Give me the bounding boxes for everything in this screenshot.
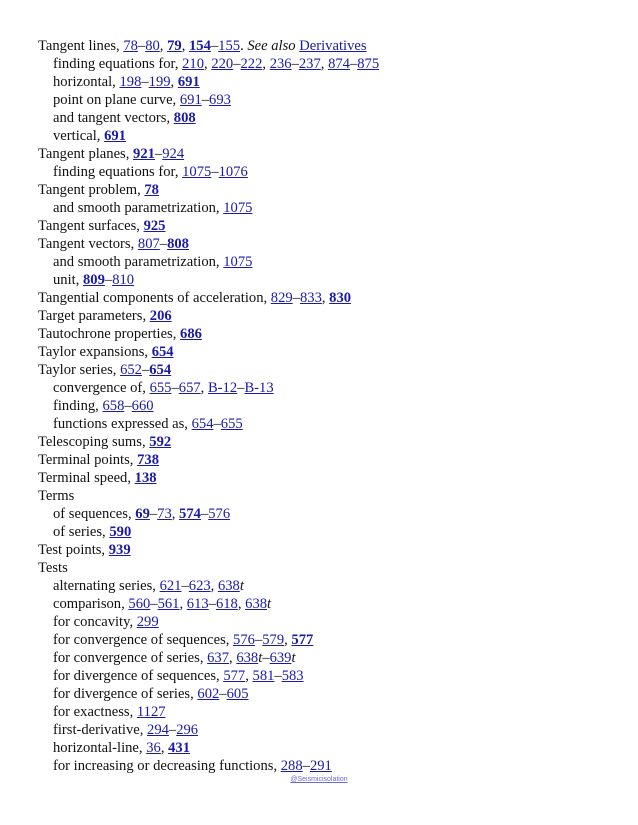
index-term: for divergence of series, [53,686,198,702]
index-subentry [38,127,628,145]
index-heading [38,487,628,505]
index-text: – [149,506,158,522]
page-ref-link[interactable]: 592 [149,434,172,450]
page-ref-link[interactable]: B-13 [244,380,274,396]
page-ref-link[interactable]: 654 [151,344,174,360]
page-ref-link[interactable]: 577 [223,668,246,684]
page-ref-link[interactable]: 807 [137,236,160,252]
index-text: , [321,290,330,306]
index-subentry [38,631,628,649]
page-ref-link[interactable]: 237 [298,56,321,72]
index-text: – [254,632,263,648]
page-ref-link[interactable]: 294 [147,722,169,738]
page-ref-link[interactable]: 1076 [218,164,248,180]
index-heading [38,559,628,577]
index-subentry [38,667,628,685]
index-term: Tangent surfaces, [38,218,144,234]
index-text: – [201,92,210,108]
page-ref-link[interactable]: 638 [217,578,240,594]
index-subentry [38,73,628,91]
index-text: , [181,38,189,54]
page-ref-link[interactable]: 637 [207,650,230,666]
index-text: , [320,56,329,72]
index-heading [38,325,628,343]
page-ref-link[interactable]: 561 [157,596,180,612]
page-ref-link[interactable]: 939 [108,542,131,558]
page-ref-link[interactable]: 73 [157,506,172,522]
page-ref-link[interactable]: 560 [128,596,151,612]
page-ref-link[interactable]: 288 [280,758,303,774]
index-term: Terminal speed, [38,470,135,486]
page-ref-link[interactable]: 875 [357,56,380,72]
page-ref-link[interactable]: 691 [177,74,200,90]
index-subentry [38,739,628,757]
page-ref-link[interactable]: 574 [179,506,201,522]
index-text: t [291,650,296,666]
index-heading [38,433,628,451]
page-ref-link[interactable]: 657 [178,380,201,396]
index-term: alternating series, [53,578,160,594]
index-term: Target parameters, [38,308,150,324]
page-ref-link[interactable]: 605 [226,686,249,702]
page-ref-link[interactable]: 925 [143,218,166,234]
index-text: – [171,380,179,396]
page-ref-link[interactable]: 658 [102,398,125,414]
index-text: – [211,164,219,180]
index-text: t [267,596,272,612]
page-ref-link[interactable]: 155 [218,38,241,54]
page-ref-link[interactable]: 638 [236,650,259,666]
page-ref-link[interactable]: 36 [146,740,161,756]
page-ref-link[interactable]: 296 [176,722,199,738]
index-text: , [171,506,180,522]
index-subentry [38,415,628,433]
page-ref-link[interactable]: 655 [149,380,172,396]
index-term: Taylor expansions, [38,344,152,360]
page-ref-link[interactable]: 299 [136,614,159,630]
index-text: – [349,56,358,72]
index-text: , [170,74,178,90]
index-text: – [219,686,227,702]
page-ref-link[interactable]: 236 [269,56,292,72]
page-ref-link[interactable]: 80 [145,38,160,54]
index-text: – [150,596,158,612]
index-term: and smooth parametrization, [53,200,224,216]
index-heading [38,37,628,55]
page-ref-link[interactable]: 691 [179,92,202,108]
index-subentry [38,757,628,775]
page-ref-link[interactable]: 199 [148,74,171,90]
page-ref-link[interactable]: 652 [120,362,142,378]
index-heading [38,343,628,361]
index-text: – [233,56,241,72]
page-ref-link[interactable]: 1075 [223,254,253,270]
index-subentry [38,253,628,271]
index-subentry [38,577,628,595]
index-subentry [38,595,628,613]
page-ref-link[interactable]: 78 [123,38,138,54]
index-heading [38,451,628,469]
page-ref-link[interactable]: 431 [168,740,190,756]
index-heading [38,361,628,379]
index-term: Telescoping sums, [38,434,150,450]
page-ref-link[interactable]: 198 [119,74,142,90]
index-term: finding equations for, [53,164,183,180]
index-subentry [38,397,628,415]
index-text: , [159,38,168,54]
index-text: – [104,272,113,288]
index-subentry [38,721,628,739]
index-term: convergence of, [53,380,150,396]
index-text: , [200,380,208,396]
page-ref-link[interactable]: 693 [209,92,231,108]
index-text: , [179,596,187,612]
page-ref-link[interactable]: 576 [233,632,255,648]
page-ref-link[interactable]: 808 [167,236,189,252]
index-text: – [213,416,221,432]
index-subentry [38,55,628,73]
index-text: – [291,56,299,72]
page-ref-link[interactable]: 602 [197,686,220,702]
index-term: finding equations for, [53,56,183,72]
index-text: , [262,56,270,72]
index-subentry [38,163,628,181]
index-subentry [38,109,628,127]
page-ref-link[interactable]: 579 [262,632,285,648]
page-ref-link[interactable]: 810 [112,272,135,288]
index-term: first-derivative, [53,722,148,738]
index-term: Taylor series, [38,362,121,378]
page-ref-link[interactable]: 621 [159,578,182,594]
page-ref-link[interactable]: 874 [328,56,350,72]
index-term: finding, [53,398,103,414]
index-heading [38,541,628,559]
page-ref-link[interactable]: 654 [191,416,214,432]
page-ref-link[interactable]: 581 [252,668,275,684]
index-text: – [137,38,146,54]
index-term: vertical, [53,128,105,144]
index-text: t [239,578,244,594]
page-ref-link[interactable]: 655 [220,416,243,432]
index-term: Tangent problem, [38,182,145,198]
page-ref-link[interactable]: 639 [269,650,292,666]
index-term: comparison, [53,596,129,612]
index-text: – [159,236,168,252]
page-ref-link[interactable]: 654 [149,362,172,378]
page-ref-link[interactable]: 833 [299,290,322,306]
page-ref-link[interactable]: 1075 [182,164,212,180]
index-term: and smooth parametrization, [53,254,224,270]
index-term: horizontal-line, [53,740,147,756]
index-term: Tangent vectors, [38,236,138,252]
index-text: , [284,632,292,648]
index-term: unit, [53,272,83,288]
page-ref-link[interactable]: 808 [173,110,196,126]
page-ref-link[interactable]: 69 [135,506,150,522]
index-term: Tautochrone properties, [38,326,181,342]
page-ref-link[interactable]: 576 [208,506,231,522]
page-ref-link[interactable]: 809 [83,272,105,288]
index-text: – [141,362,150,378]
index-subentry [38,91,628,109]
index-subentry [38,613,628,631]
page-ref-link[interactable]: 623 [188,578,211,594]
index-text: – [292,290,300,306]
index-term: Tangent planes, [38,146,134,162]
index-text: – [302,758,310,774]
index-term: Tests [38,560,68,576]
page-ref-link[interactable]: 1127 [136,704,166,720]
page-ref-link[interactable]: 1075 [223,200,253,216]
page-ref-link[interactable]: 590 [109,524,132,540]
page-ref-link[interactable]: 583 [281,668,304,684]
index-term: of sequences, [53,506,136,522]
index-term: for convergence of series, [53,650,208,666]
page-ref-link[interactable]: 220 [211,56,234,72]
index-heading [38,307,628,325]
index-heading [38,289,628,307]
page-ref-link[interactable]: 138 [134,470,157,486]
index-term: for exactness, [53,704,137,720]
page-ref-link[interactable]: 829 [270,290,293,306]
index-subentry [38,649,628,667]
index-term: and tangent vectors, [53,110,174,126]
index-text: – [274,668,282,684]
index-text: , [229,650,237,666]
index-subentry [38,271,628,289]
index-subentry [38,703,628,721]
index-heading [38,235,628,253]
index-text: – [154,146,163,162]
index-term: Terminal points, [38,452,138,468]
index-term: Terms [38,488,75,504]
index-subentry [38,523,628,541]
index-text: – [168,722,177,738]
index-subentry [38,685,628,703]
index-text: , [237,596,246,612]
page-ref-link[interactable]: 618 [215,596,238,612]
index-heading [38,181,628,199]
page-ref-link[interactable]: 921 [133,146,155,162]
index-subentry [38,199,628,217]
index-term: Tangent lines, [38,38,124,54]
index-text: , [245,668,253,684]
page-ref-link[interactable]: 78 [144,182,159,198]
index-term: of series, [53,524,110,540]
page-ref-link[interactable]: 660 [131,398,154,414]
page-ref-link[interactable]: 291 [309,758,332,774]
index-subentry [38,505,628,523]
index-text: . [240,38,248,54]
index-text: – [181,578,189,594]
index-text: – [200,506,209,522]
index-term: for increasing or decreasing functions, [53,758,281,774]
index-heading [38,469,628,487]
index-term: functions expressed as, [53,416,192,432]
page-ref-link[interactable]: 638 [245,596,268,612]
index-text: – [237,380,245,396]
index-term: point on plane curve, [53,92,180,108]
page-ref-link[interactable]: 691 [104,128,126,144]
index-text: , [204,56,212,72]
page-ref-link[interactable]: 154 [188,38,211,54]
page-ref-link[interactable]: 577 [291,632,314,648]
index-term: horizontal, [53,74,120,90]
page-ref-link[interactable]: 830 [329,290,352,306]
index-text: – [210,38,219,54]
index-heading [38,217,628,235]
index-text: See also [247,38,296,54]
index-text: – [141,74,149,90]
watermark-link[interactable]: @Seismicisolation [290,776,348,783]
index-text: , [210,578,218,594]
index-subentry [38,379,628,397]
page-ref-link[interactable]: Derivatives [299,38,367,54]
page-ref-link[interactable]: 924 [162,146,185,162]
index-text: t [258,650,263,666]
index-term: Tangential components of acceleration, [38,290,271,306]
index-text: – [124,398,132,414]
index-heading [38,145,628,163]
index-text: , [160,740,169,756]
index-term: for convergence of sequences, [53,632,234,648]
page-ref-link[interactable]: 206 [149,308,172,324]
page-ref-link[interactable]: 222 [240,56,263,72]
index-list [38,37,628,775]
page-ref-link[interactable]: 210 [182,56,205,72]
index-term: Test points, [38,542,109,558]
page-ref-link[interactable]: B-12 [207,380,238,396]
page-ref-link[interactable]: 738 [137,452,159,468]
index-text: – [262,650,270,666]
index-term: for concavity, [53,614,137,630]
page-ref-link[interactable]: 686 [180,326,202,342]
page-ref-link[interactable]: 613 [186,596,209,612]
index-term: for divergence of sequences, [53,668,224,684]
index-text: – [208,596,216,612]
page-ref-link[interactable]: 79 [167,38,182,54]
